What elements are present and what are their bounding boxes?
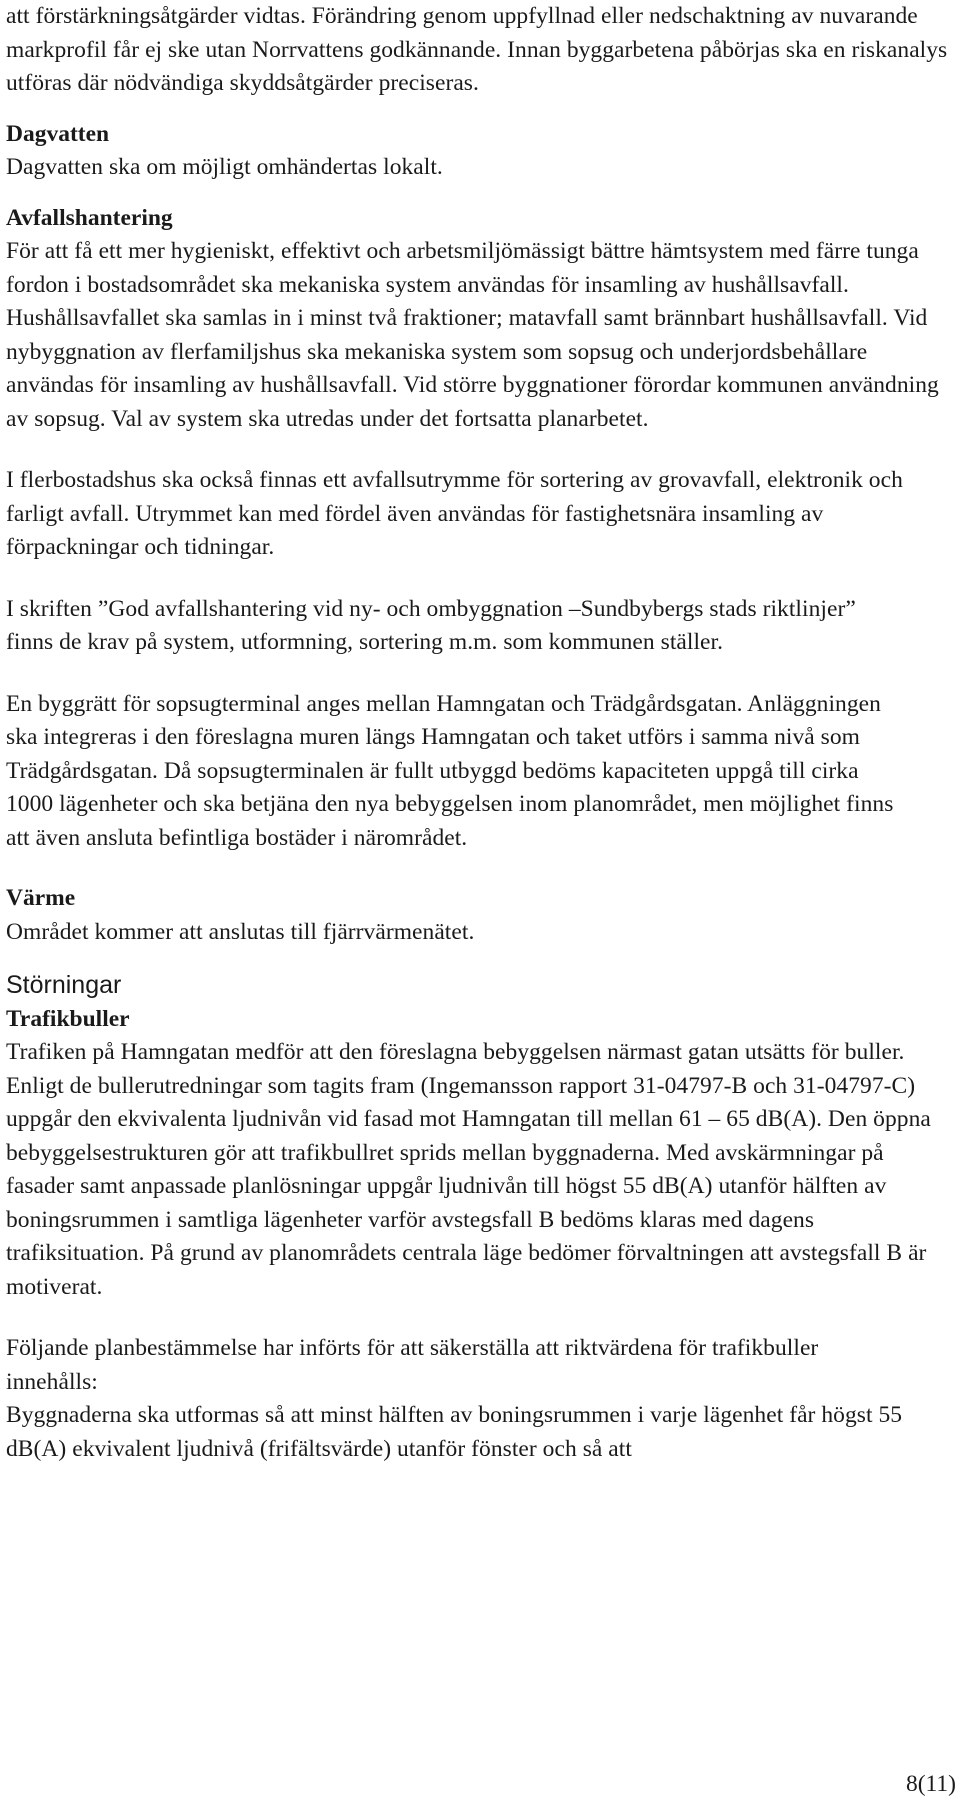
dagvatten-heading: Dagvatten — [6, 120, 110, 147]
varme-heading: Värme — [6, 885, 76, 911]
avfallshantering-paragraph-2: I flerbostadshus ska också finnas ett avfallsutrymme för sortering av grovavfall, elektronik och farligt avfall. Utrymmet kan med fördel även användas för fastighetsnära insamling av förpackningar och tidningar. — [6, 467, 903, 560]
intro-paragraph: att förstärkningsåtgärder vidtas. Förändring genom uppfyllnad eller nedschaktning av nuvarande markprofil får ej ske utan Norrvattens godkännande. Innan byggarbetena påbörjas ska en riskanalys utföras där nödvändiga skyddsåtgärder preciseras. — [6, 3, 948, 96]
page-number: 8(11) — [905, 1771, 956, 1797]
avfallshantering-heading: Avfallshantering — [6, 204, 173, 231]
trafikbuller-paragraph-2: Följande planbestämmelse har införts för att säkerställa att riktvärdena för trafikbuller innehålls: — [6, 1335, 819, 1395]
dagvatten-paragraph: Dagvatten ska om möjligt omhändertas lokalt. — [6, 154, 443, 180]
avfallshantering-paragraph-1: För att få ett mer hygieniskt, effektivt och arbetsmiljömässigt bättre hämtsystem med färre tunga fordon i bostadsområdet ska mekaniska system användas för insamling av hushållsavfall. Hushållsavfallet ska samlas in i minst två fraktioner; matavfall samt brännbart hushållsavfall. Vid nybyggnation av flerfamiljshus ska mekaniska system som sopsug och underjordsbehållare användas för insamling av hushållsavfall. Vid större byggnationer förordar kommunen användning av sopsug. Val av system ska utredas under det fortsatta planarbetet. — [6, 238, 939, 432]
storningar-heading: Störningar — [6, 971, 122, 999]
avfallshantering-paragraph-4: En byggrätt för sopsugterminal anges mellan Hamngatan och Trädgårdsgatan. Anläggningen ska integreras i den föreslagna muren längs Hamngatan och taket utförs i samma nivå som Trädgårdsgatan. Då sopsugterminalen är fullt utbyggd bedöms kapaciteten uppgå till cirka 1000 lägenheter och ska betjäna den nya bebyggelsen inom planområdet, men möjlighet finns att även ansluta befintliga bostäder i närområdet. — [6, 690, 894, 851]
trafikbuller-paragraph-1: Trafiken på Hamngatan medför att den föreslagna bebyggelsen närmast gatan utsätts för buller. Enligt de bullerutredningar som tagits fram (Ingemansson rapport 31-04797-B och 31-04797-C) uppgår den ekvivalenta ljudnivån vid fasad mot Hamngatan till mellan 61 – 65 dB(A). Den öppna bebyggelsestrukturen gör att trafikbullret sprids mellan byggnaderna. Med avskärmningar på fasader samt anpassade planlösningar uppgår ljudnivån till högst 55 dB(A) utanför hälften av boningsrummen i samtliga lägenheter varför avstegsfall B bedöms klaras med dagens trafiksituation. På grund av planområdets centrala läge bedömer förvaltningen att avstegsfall B är motiverat. — [6, 1039, 931, 1300]
document-page — [6, 0, 956, 1466]
trafikbuller-paragraph-3: Byggnaderna ska utformas så att minst hälften av boningsrummen i varje lägenhet får högst 55 dB(A) ekvivalent ljudnivå (frifältsvärde) utanför fönster och så att — [6, 1402, 903, 1462]
varme-paragraph: Området kommer att anslutas till fjärrvärmenätet. — [6, 918, 475, 945]
trafikbuller-heading: Trafikbuller — [6, 1005, 130, 1032]
avfallshantering-paragraph-3: I skriften ”God avfallshantering vid ny- och ombyggnation –Sundbybergs stads riktlinjer” finns de krav på system, utformning, sortering m.m. som kommunen ställer. — [6, 595, 856, 655]
